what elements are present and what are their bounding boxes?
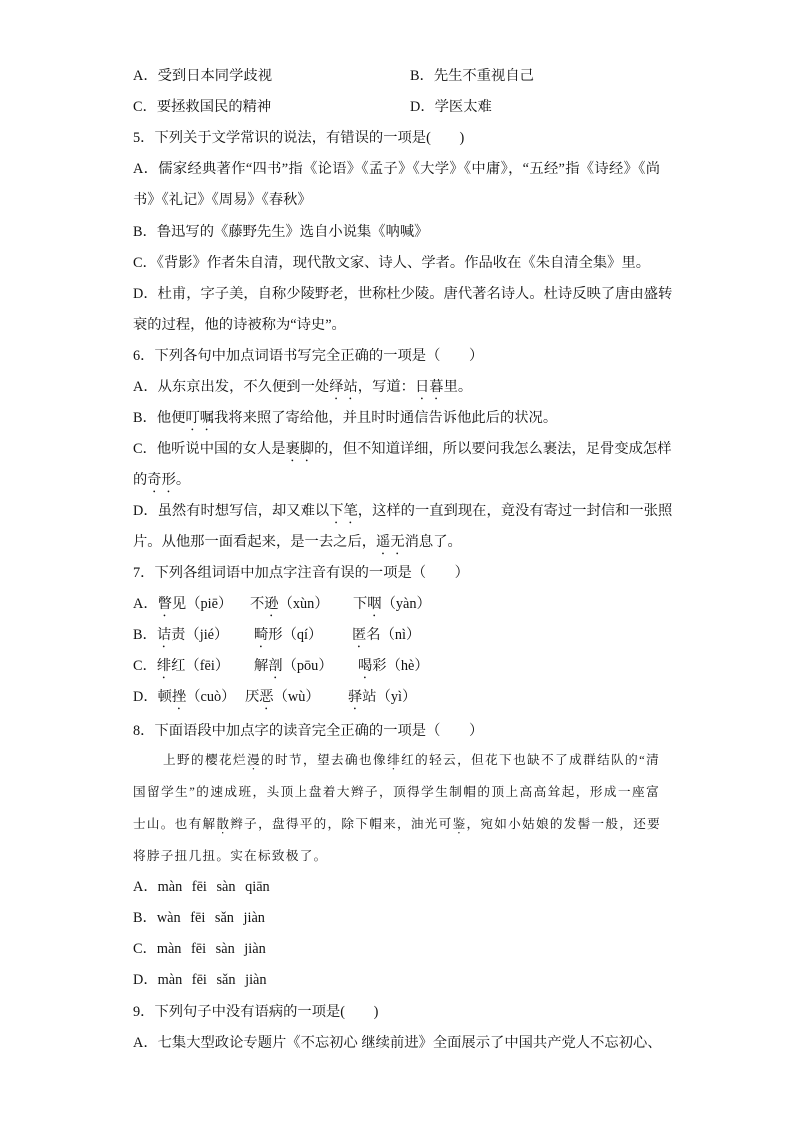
- text-run: 将脖子扭几扭。实在标致极了。: [133, 849, 328, 863]
- text-run: D．顿: [133, 689, 172, 705]
- emphasized-text: 驿: [348, 689, 363, 705]
- text-run: 辫子，盘得平的，除下帽来，油光可: [230, 817, 453, 831]
- emphasized-text: 鉴: [452, 817, 467, 831]
- q5-stem: 5．下列关于文学常识的说法，有错误的一项是( ): [133, 130, 465, 146]
- text-run: （xùn）: [278, 596, 329, 612]
- text-run: B．: [133, 627, 157, 643]
- text-run: 下: [353, 596, 368, 612]
- emphasized-text: 叮嘱: [185, 410, 215, 426]
- q9-stem: 9．下列句子中没有语病的一项是( ): [133, 1004, 379, 1020]
- emphasized-text: 咽: [367, 596, 382, 612]
- text-run: 名（nì）: [366, 627, 421, 643]
- text-run: （wù）: [273, 689, 320, 705]
- emphasized-text: 匿: [352, 627, 367, 643]
- q6-option-c-line-1: [133, 439, 672, 459]
- q6-stem: 6．下列各句中加点词语书写完全正确的一项是（ ）: [133, 348, 484, 364]
- text-run: C．他听说中国的女人是: [133, 441, 286, 457]
- emphasized-text: 遥无: [376, 534, 405, 550]
- text-run: B．他便: [133, 410, 186, 426]
- emphasized-text: 剖: [268, 658, 283, 674]
- text-run: ，写道：: [357, 379, 415, 395]
- text-run: 责（jié）: [171, 627, 229, 643]
- q6-option-b: [133, 408, 557, 428]
- emphasized-text: 散: [216, 817, 231, 831]
- text-run: （yàn）: [381, 596, 431, 612]
- q7-option-d-item-2: [245, 687, 320, 707]
- q5-option-a-line-2: 书》《礼记》《周易》《春秋》: [133, 192, 312, 208]
- q6-option-d-line-2: [133, 532, 462, 552]
- text-run: D．虽然有时想写信，却又难以: [133, 503, 330, 519]
- emphasized-text: 恶: [259, 689, 274, 705]
- emphasized-text: 畸: [254, 627, 269, 643]
- q5-option-a-line-1: A．儒家经典著作“四书”指《论语》《孟子》《大学》《中庸》，“五经”指《诗经》《尚: [133, 161, 660, 177]
- text-run: A．: [133, 596, 158, 612]
- emphasized-text: 绯: [387, 753, 402, 767]
- passage-line-1: [163, 750, 660, 770]
- emphasized-text: 绯: [156, 658, 172, 674]
- emphasized-text: 裹脚: [285, 441, 315, 457]
- q6-option-c-line-2: [133, 470, 190, 490]
- text-run: 上野的樱花烂: [163, 753, 248, 767]
- text-run: 红（fēi）: [171, 658, 230, 674]
- q7-option-c-item-3: [358, 656, 429, 676]
- q5-option-d-line-2: 衰的过程，他的诗被称为“诗史”。: [133, 317, 346, 333]
- q7-option-b-item-1: [133, 625, 228, 645]
- emphasized-text: 诘: [156, 627, 172, 643]
- text-run: 的: [133, 472, 148, 488]
- emphasized-text: 瞥: [157, 596, 172, 612]
- q6-option-a: [133, 377, 472, 397]
- text-run: （pōu）: [282, 658, 333, 674]
- q7-option-a-item-1: [133, 594, 232, 614]
- q7-option-d-item-3: [348, 687, 416, 707]
- text-run: C．: [133, 658, 157, 674]
- q7-option-b-item-3: [352, 625, 420, 645]
- text-run: A．从东京出发，不久便到一处: [133, 379, 330, 395]
- q7-option-d-item-1: [133, 687, 235, 707]
- text-run: 厌: [245, 689, 260, 705]
- q4-option-a: A．受到日本同学歧视: [133, 68, 272, 84]
- text-run: 红的轻云，但花下也缺不了成群结队的“清: [401, 753, 660, 767]
- passage-line-3: [133, 814, 660, 834]
- text-run: 我将来照了寄给他，并且时时通信告诉他此后的状况。: [214, 410, 558, 426]
- text-run: 消息了。: [404, 534, 462, 550]
- text-run: 彩（hè）: [372, 658, 429, 674]
- text-run: 见（piē）: [171, 596, 233, 612]
- text-run: 片。从他那一面看起来，是一去之后，: [133, 534, 377, 550]
- q7-option-c-item-2: [254, 656, 333, 676]
- emphasized-text: 喝: [358, 658, 373, 674]
- text-run: ，这样的一直到现在，竟没有寄过一封信和一张照: [357, 503, 673, 519]
- q7-stem: 7．下列各组词语中加点字注音有误的一项是（ ）: [133, 565, 469, 581]
- emphasized-text: 奇形: [147, 472, 176, 488]
- emphasized-text: 逊: [264, 596, 279, 612]
- text-run: 的时节，望去确也像: [261, 753, 388, 767]
- q8-option-d: D．màn fēi sǎn jiàn: [133, 972, 267, 988]
- text-run: 里。: [443, 379, 473, 395]
- text-run: 不: [250, 596, 265, 612]
- text-run: ，宛如小姑娘的发髻一般，还要: [466, 817, 662, 831]
- emphasized-text: 下笔: [329, 503, 358, 519]
- passage-line-4: [133, 846, 328, 866]
- q9-option-a-line-1: A．七集大型政论专题片《不忘初心 继续前进》全面展示了中国共产党人不忘初心、: [133, 1035, 662, 1051]
- text-run: 。: [175, 472, 191, 488]
- q4-option-b: B．先生不重视自己: [410, 68, 534, 84]
- q5-option-c: C．《背影》作者朱自清，现代散文家、诗人、学者。作品收在《朱自清全集》里。: [133, 255, 651, 271]
- q5-option-d-line-1: D．杜甫，字子美，自称少陵野老，世称杜少陵。唐代著名诗人。杜诗反映了唐由盛转: [133, 286, 673, 302]
- q7-option-b-item-2: [254, 625, 322, 645]
- text-run: 站（yì）: [362, 689, 417, 705]
- q8-option-c: C．màn fēi sàn jiàn: [133, 941, 266, 957]
- q4-option-c: C．要拯救国民的精神: [133, 99, 272, 115]
- q7-option-c-item-1: [133, 656, 229, 676]
- q8-option-a: A．màn fēi sàn qiān: [133, 879, 270, 895]
- passage-line-2: [133, 782, 660, 802]
- text-run: （cuò）: [186, 689, 236, 705]
- q7-option-a-item-2: [250, 594, 329, 614]
- q5-option-b: B．鲁迅写的《藤野先生》选自小说集《呐喊》: [133, 224, 429, 240]
- q6-option-d-line-1: [133, 501, 673, 521]
- q7-option-a-item-3: [353, 594, 431, 614]
- text-run: 的，但不知道详细，所以要问我怎么裹法，足骨变成怎样: [314, 441, 672, 457]
- emphasized-text: 日暮: [414, 379, 444, 395]
- text-run: 国留学生”的速成班，头顶上盘着大辫子，顶得学生制帽的顶上高高耸起，形成一座富: [133, 785, 660, 799]
- text-run: 解: [254, 658, 269, 674]
- emphasized-text: 绎站: [329, 379, 358, 395]
- emphasized-text: 挫: [171, 689, 187, 705]
- q4-option-d: D．学医太难: [410, 99, 492, 115]
- text-run: 士山。也有解: [133, 817, 217, 831]
- emphasized-text: 漫: [247, 753, 262, 767]
- q8-option-b: B．wàn fēi sǎn jiàn: [133, 910, 265, 926]
- text-run: 形（qí）: [268, 627, 323, 643]
- q8-stem: 8．下面语段中加点字的读音完全正确的一项是（ ）: [133, 723, 484, 739]
